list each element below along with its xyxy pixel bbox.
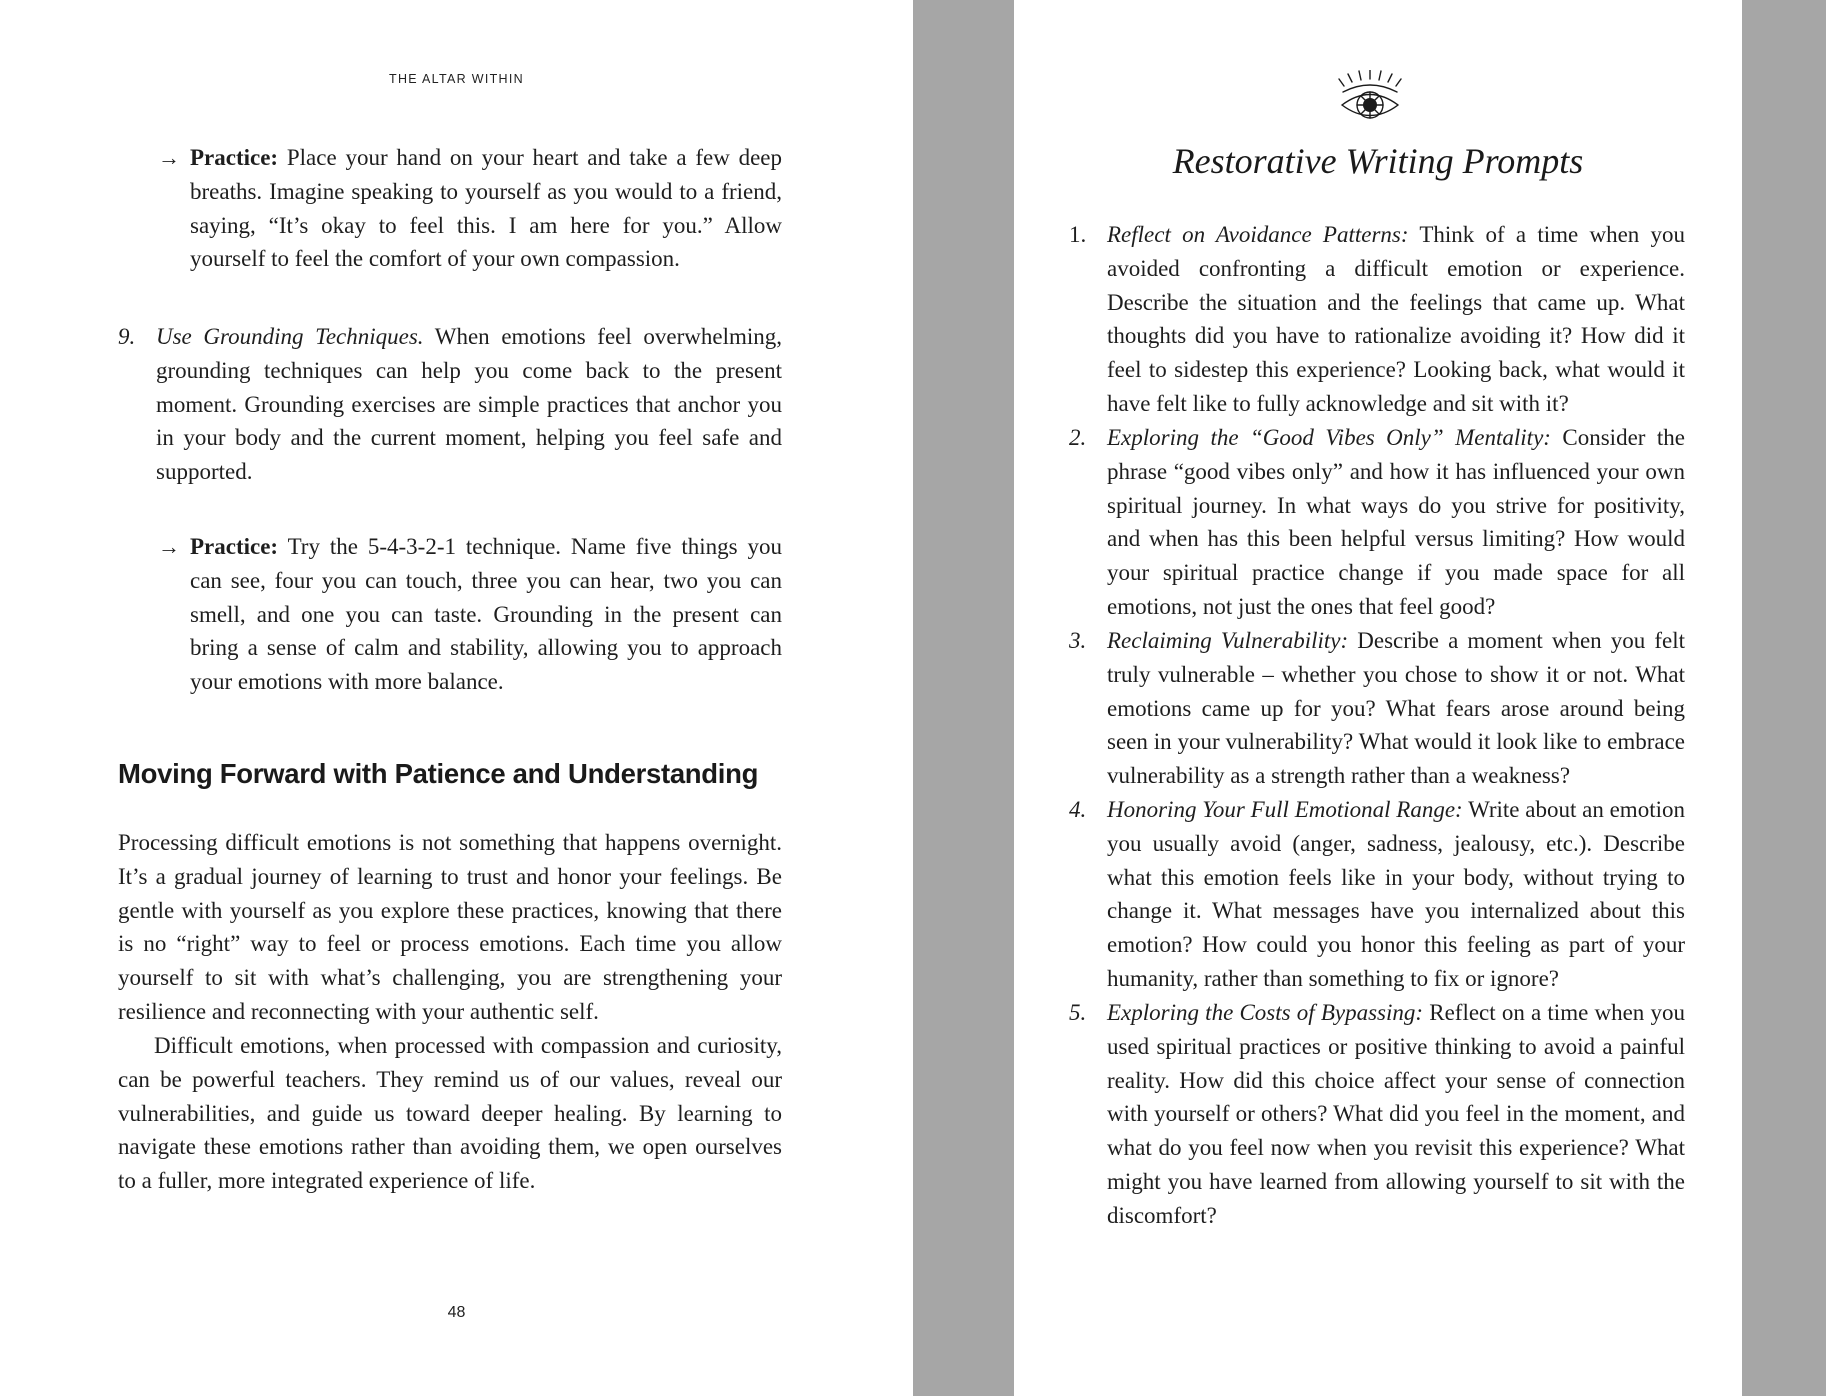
prompt-title: Exploring the Costs of Bypassing: [1107,1000,1424,1025]
prompt-title: Reflect on Avoidance Patterns: [1107,222,1409,247]
prompt-title: Reclaiming Vulnerability: [1107,628,1349,653]
list-number: 4. [1069,797,1087,822]
list-number: 9. [118,324,136,349]
list-number: 3. [1069,628,1087,653]
eye-icon [1338,70,1402,122]
practice-label: Practice: [190,534,279,559]
prompt-item [1069,218,1686,421]
prompt-title: Honoring Your Full Emotional Range: [1107,797,1463,822]
list-item-title: Use Grounding Techniques. [156,324,424,349]
list-item-9 [118,320,783,489]
body-paragraph-1: Processing difficult emotions is not something that happens overnight. It’s a gradual journey of learning to trust and honor your feelings. Be gentle with yourself as you explore these practices, knowing that there is no “right” way to feel or process emotions. Each time you allow yourself to sit with what’s challenging, you are strengthening your resilience and reconnecting with your authentic self. [118,830,782,1024]
practice-text: Place your hand on your heart and take a few deep breaths. Imagine speaking to yourself as you would to a friend, saying, “It’s okay to feel this. I am here for you.” Allow yourself to feel the comfort of your own compassion. [190,145,782,272]
practice-label: Practice: [190,145,279,170]
list-number: 1. [1069,222,1087,247]
arrow-icon: → [158,145,180,170]
running-head: THE ALTAR WITHIN [389,72,524,86]
list-item-text: When emotions feel overwhelming, grounding techniques can help you come back to the present moment. Grounding exercises are simple practices that anchor you in your body and the current moment, helping you feel safe and supported. [156,324,783,485]
practice-block-1 [158,141,782,276]
list-number: 2. [1069,425,1087,450]
gutter-band-right [1742,0,1826,1396]
gutter-band-left [913,0,1014,1396]
prompt-text: Think of a time when you avoided confronting a difficult emotion or experience. Describe the situation and the feelings that came up. What thoughts did you have to rationalize avoiding it? How did it feel to sidestep this experience? Looking back, what would it have felt like to fully acknowledge and sit with it? [1107,222,1686,416]
prompt-item [1069,793,1685,996]
prompts-title: Restorative Writing Prompts [1172,141,1584,181]
prompt-item [1069,624,1685,793]
practice-block-2 [158,530,782,699]
section-heading: Moving Forward with Patience and Understanding [118,758,759,789]
arrow-icon: → [158,534,180,559]
list-number: 5. [1069,1000,1087,1025]
prompt-text: Reflect on a time when you used spiritual practices or positive thinking to avoid a painful reality. How did this choice affect your sense of connection with yourself or others? What did you feel in the moment, and what do you feel now when you revisit this experience? What might you have learned from allowing yourself to sit with the discomfort? [1107,1000,1685,1228]
prompt-text: Write about an emotion you usually avoid (anger, sadness, jealousy, etc.). Describe what this emotion feels like in your body, without trying to change it. What messages have you internalized about this emotion? How could you honor this feeling as part of your humanity, rather than something to fix or ignore? [1107,797,1685,991]
prompt-title: Exploring the “Good Vibes Only” Mentality: [1107,425,1551,450]
practice-text: Try the 5-4-3-2-1 technique. Name five things you can see, four you can touch, three you can hear, two you can smell, and one you can taste. Grounding in the present can bring a sense of calm and stability, allowing you to approach your emotions with more balance. [190,534,782,695]
prompt-item [1069,421,1685,624]
prompt-text: Consider the phrase “good vibes only” and how it has influenced your own spiritual journey. In what ways do you strive for positivity, and when has this been helpful versus limiting? How would your spiritual practice change if you made space for all emotions, not just the ones that feel good? [1107,425,1685,619]
page-number: 48 [447,1304,466,1321]
body-paragraph-2: Difficult emotions, when processed with compassion and curiosity, can be powerful teachers. They remind us of our values, reveal our vulnerabilities, and guide us toward deeper healing. By learning to navigate these emotions rather than avoiding them, we open ourselves to a fuller, more integrated experience of life. [118,1033,782,1194]
prompt-text: Describe a moment when you felt truly vulnerable – whether you chose to show it or not. What emotions came up for you? What fears arose around being seen in your vulnerability? What would it look like to embrace vulnerability as a strength rather than a weakness? [1107,628,1685,789]
prompt-item [1069,996,1685,1233]
